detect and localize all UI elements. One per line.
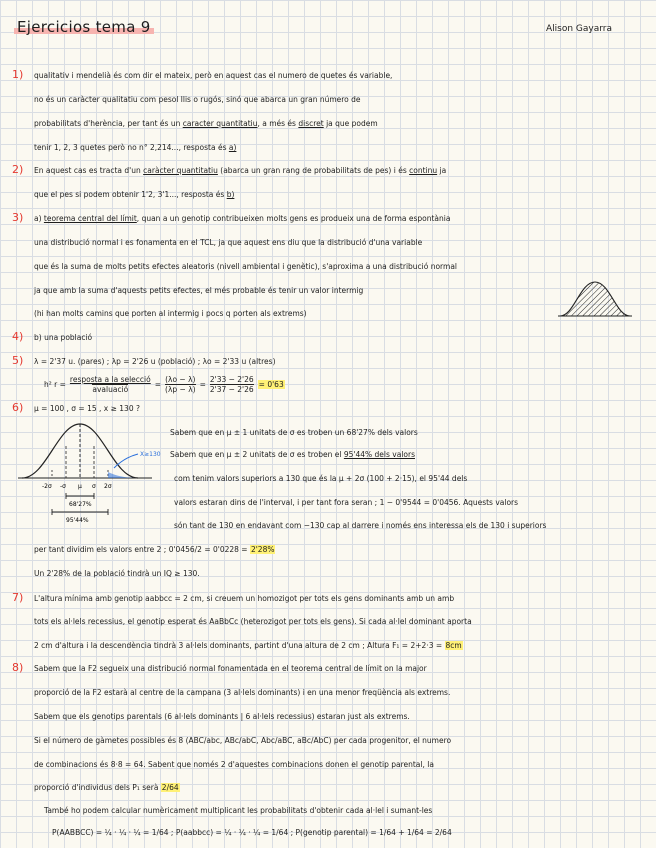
x-threshold-label: X≥130 xyxy=(140,451,161,458)
q6-line-6: per tant dividim els valors entre 2 ; 0'0456/2 = 0'0228 = 2'28% xyxy=(34,545,275,554)
q1-line-3: probabilitats d'herència, per tant és un caracter quantitatiu, a més és discret ja que podem xyxy=(34,119,378,128)
question-5-number: 5) xyxy=(12,354,24,367)
question-4-number: 4) xyxy=(12,330,24,343)
question-3-number: 3) xyxy=(12,211,24,224)
interval-2sigma-label: 95'44% xyxy=(66,517,89,524)
tick-mu: μ xyxy=(78,483,82,490)
question-6-number: 6) xyxy=(12,401,24,414)
q8-result: 2/64 xyxy=(161,783,179,792)
q3-line-5: (hi han molts camins que porten al intermig i pocs q porten als extrems) xyxy=(34,309,307,318)
normal-distribution-diagram xyxy=(18,416,168,526)
tick-minus-2sigma: -2σ xyxy=(42,483,52,490)
q8-line-6: proporció d'individus dels P₁ serà 2/64 xyxy=(34,783,179,792)
q8-line-1: Sabem que la F2 segueix una distribució normal fonamentada en el teorema central de límit on la major xyxy=(34,664,427,673)
page-title: Ejercicios tema 9 xyxy=(14,18,154,36)
question-8-number: 8) xyxy=(12,661,24,674)
q1-line-4: tenir 1, 2, 3 quetes però no n° 2,214..., resposta és a) xyxy=(34,143,237,152)
q8-line-2: proporció de la F2 estarà al centre de la campana (3 al·lels dominants) i en una menor freqüència als extrems. xyxy=(34,688,451,697)
q8-line-4: Si el número de gàmetes possibles és 8 (ABC/abc, ABc/abC, Abc/aBC, aBc/AbC) per cada progenitor, el numero xyxy=(34,736,452,745)
bell-curve-sketch xyxy=(558,278,632,320)
q3-line-4: ja que amb la suma d'aquests petits efectes, el més probable és tenir un valor intermig xyxy=(34,286,364,295)
q4-answer: b) una població xyxy=(34,333,93,342)
question-2-number: 2) xyxy=(12,163,24,176)
question-7-number: 7) xyxy=(12,591,24,604)
q5-formula: h² r = resposta a la selecció avaluació = $\frac{(\lambda o - \lambda)}{(\lambda p - \lambda)}$ = $\frac{2'33 - 2'26}{2'37 - 2'26}$ = 0'63 xyxy=(44,374,284,394)
tick-sigma: σ xyxy=(92,483,96,490)
q6-line-2: Sabem que en μ ± 2 unitats de σ es troben el 95'44% dels valors xyxy=(170,450,415,459)
q6-result: 2'28% xyxy=(250,545,275,554)
q2-line-1: En aquest cas es tracta d'un caràcter quantitatiu (abarca un gran rang de probabilitats de pes) i és continu ja xyxy=(34,166,447,175)
q8-line-5: de combinacions és 8·8 = 64. Sabent que només 2 d'aquestes combinacions donen el genotip parental, la xyxy=(34,760,434,769)
interval-1sigma-label: 68'27% xyxy=(69,501,92,508)
q7-result: 8cm xyxy=(445,641,462,650)
q6-line-5: són tant de 130 en endavant com −130 cap al darrere i només ens interessa els de 130 i superiors xyxy=(174,521,547,530)
q3-line-3: que és la suma de molts petits efectes aleatoris (nivell ambiental i genètic), s'aproxima a una distribució normal xyxy=(34,262,457,271)
q8-line-8: P(AABBCC) = ¼ · ¼ · ¼ = 1/64 ; P(aabbcc) = ¼ · ¼ · ¼ = 1/64 ; P(genotip parental) = 1/64 + 1/64 = 2/64 xyxy=(52,828,452,837)
q6-line-3: com tenim valors superiors a 130 que és la μ + 2σ (100 + 2·15), el 95'44 dels xyxy=(174,474,468,483)
q2-line-2: que el pes si podem obtenir 1'2, 3'1..., resposta és b) xyxy=(34,190,235,199)
q3-line-1: a) teorema central del límit, quan a un genotip contribueixen molts gens es produeix una de forma espontània xyxy=(34,214,451,223)
tick-minus-sigma: -σ xyxy=(60,483,66,490)
q7-line-3: 2 cm d'altura i la descendència tindrà 3 al·lels dominants, partint d'una altura de 2 cm ; Altura F₁ = 2+2·3 = 8cm xyxy=(34,641,462,650)
q3-line-2: una distribució normal i es fonamenta en el TCL, ja que aquest ens diu que la distribució d'una variable xyxy=(34,238,423,247)
q5-line-1: λ = 2'37 u. (pares) ; λp = 2'26 u (població) ; λo = 2'33 u (altres) xyxy=(34,357,276,366)
q5-result: = 0'63 xyxy=(258,379,284,389)
q7-line-1: L'altura mínima amb genotip aabbcc = 2 cm, si creuem un homozigot per tots els gens dominants amb un amb xyxy=(34,594,455,603)
q1-answer: a) xyxy=(228,143,237,152)
q6-line-4: valors estaran dins de l'interval, i per tant fora seran ; 1 − 0'9544 = 0'0456. Aquests valors xyxy=(174,498,519,507)
q6-header: μ = 100 , σ = 15 , x ≥ 130 ? xyxy=(34,404,140,413)
q2-answer: b) xyxy=(226,190,235,199)
q6-line-1: Sabem que en μ ± 1 unitats de σ es troben un 68'27% dels valors xyxy=(170,428,418,437)
q8-line-3: Sabem que els genotips parentals (6 al·lels dominants | 6 al·lels recessius) estaran just als extrems. xyxy=(34,712,410,721)
question-1-number: 1) xyxy=(12,68,24,81)
tick-2sigma: 2σ xyxy=(104,483,112,490)
q6-conclusion: Un 2'28% de la població tindrà un IQ ≥ 130. xyxy=(34,569,200,578)
q7-line-2: tots els al·lels recessius, el genotip esperat és AaBbCc (heterozigot per tots els gens). Si cada al·lel dominant aporta xyxy=(34,617,472,626)
q8-line-7: També ho podem calcular numèricament multiplicant les probabilitats d'obtenir cada al·lel i sumant-les xyxy=(44,806,433,815)
author-name: Alison Gayarra xyxy=(546,24,613,34)
q1-line-2: no és un caràcter qualitatiu com pesol llis o rugós, sinó que abarca un gran número de xyxy=(34,95,361,104)
q1-line-1: qualitativ i mendelià és com dir el mateix, però en aquest cas el numero de quetes és variable, xyxy=(34,71,393,80)
